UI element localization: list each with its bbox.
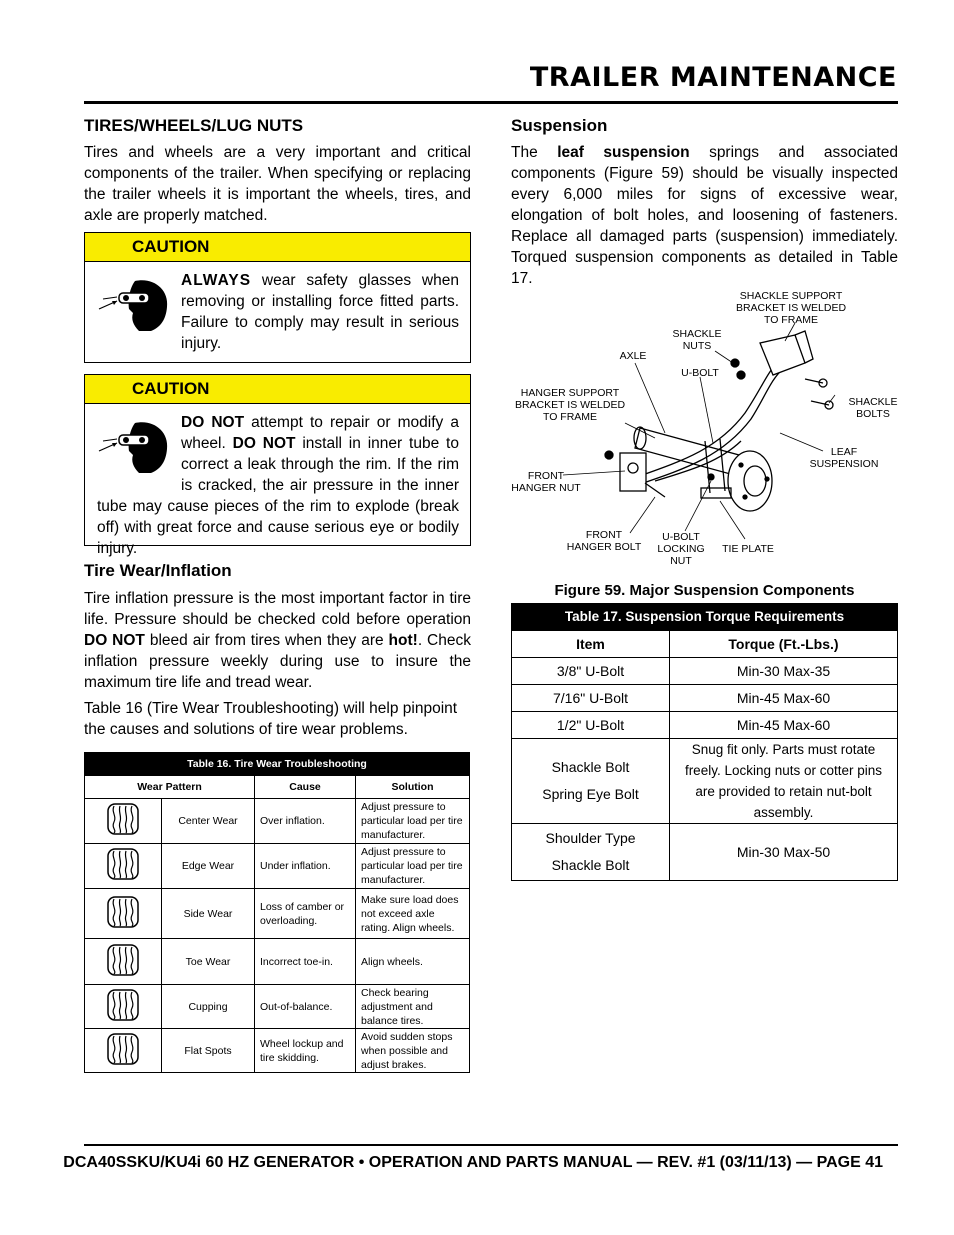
text-run: The (511, 144, 558, 161)
cause-cell: Out-of-balance. (255, 985, 356, 1029)
label-front-hanger-bolt: FRONT HANGER BOLT (566, 529, 642, 553)
wear-pattern-cell: Flat Spots (162, 1029, 255, 1073)
table16-caption: Table 16. Tire Wear Troubleshooting (85, 753, 470, 776)
table-row (85, 844, 470, 889)
cause-cell: Under inflation. (255, 844, 356, 889)
torque-table (511, 603, 898, 881)
caution-box-1 (84, 232, 471, 363)
table-row (85, 889, 470, 939)
text-run: bleed air from tires when they are (144, 632, 389, 649)
tire-wear-table (84, 752, 470, 1073)
table17-item-shoulder (512, 824, 670, 881)
solution-cell: Make sure load does not exceed axle rating. Align wheels. (356, 889, 470, 939)
tire-wear-heading: Tire Wear/Inflation (84, 561, 232, 580)
title-rule (84, 101, 898, 104)
table16-header-pattern: Wear Pattern (85, 776, 255, 799)
cause-cell: Loss of camber or overloading. (255, 889, 356, 939)
table17-item-line: Shackle Bolt (551, 759, 630, 775)
caution-lead-1: ALWAYS (181, 272, 252, 289)
table17-item: 1/2" U-Bolt (512, 712, 670, 739)
label-shackle-support: SHACKLE SUPPORT BRACKET IS WELDED TO FRAME (735, 290, 847, 326)
tire-tread-icon (85, 985, 162, 1029)
label-tie-plate: TIE PLATE (722, 543, 774, 555)
suspension-diagram (505, 283, 905, 573)
label-ubolt-locking-nut: U-BOLT LOCKING NUT (657, 531, 705, 567)
suspension-heading: Suspension (511, 116, 608, 135)
table16-header-cause: Cause (255, 776, 356, 799)
table17-torque-shackle: Snug fit only. Parts must rotate freely. Locking nuts or cotter pins are provided to retain nut-bolt assembly. (670, 739, 898, 824)
table17-torque: Min-45 Max-60 (670, 685, 898, 712)
table17-torque: Min-30 Max-35 (670, 658, 898, 685)
label-hanger-support: HANGER SUPPORT BRACKET IS WELDED TO FRAME (514, 387, 626, 423)
table17-caption: Table 17. Suspension Torque Requirements (512, 604, 898, 631)
solution-cell: Adjust pressure to particular load per tire manufacturer. (356, 799, 470, 844)
caution-bar-2 (85, 375, 470, 404)
tire-tread-icon (85, 939, 162, 985)
figure59-caption: Figure 59. Major Suspension Components (554, 582, 855, 599)
wear-pattern-cell: Cupping (162, 985, 255, 1029)
label-front-hanger-nut: FRONT HANGER NUT (511, 470, 581, 494)
label-ubolt: U-BOLT (681, 367, 719, 379)
label-shackle-bolts: SHACKLE BOLTS (848, 396, 898, 420)
text-run: springs and associated components (Figure 59) should be visually inspected every 6,000 miles for signs of excessive wear, elongation of bolt holes, and loosening of fasteners. Replace all damaged parts (suspension) immediately. Torqued suspension components as detailed in Table 17. (511, 144, 898, 287)
table-row (85, 939, 470, 985)
tires-paragraph: Tires and wheels are a very important and critical components of the trailer. When specifying or replacing the trailer wheels it is important the wheels, tires, and axle are properly matched. (84, 144, 471, 224)
table17-header-item: Item (512, 631, 670, 658)
label-leaf-suspension: LEAF SUSPENSION (809, 446, 879, 470)
table17-item: 3/8" U-Bolt (512, 658, 670, 685)
table17-item-line: Shoulder Type (545, 830, 636, 846)
table-row (85, 985, 470, 1029)
table17-item: 7/16" U-Bolt (512, 685, 670, 712)
text-bold: DO NOT (84, 632, 145, 649)
tire-tread-icon (85, 799, 162, 844)
table17-item-line: Shackle Bolt (551, 857, 630, 873)
caution-text-2 (97, 412, 459, 559)
wear-pattern-cell: Toe Wear (162, 939, 255, 985)
tires-heading: TIRES/WHEELS/LUG NUTS (84, 116, 304, 135)
label-shackle-nuts: SHACKLE NUTS (672, 328, 722, 352)
table17-torque-shoulder: Min-30 Max-50 (670, 824, 898, 881)
solution-cell: Adjust pressure to particular load per tire manufacturer. (356, 844, 470, 889)
tire-wear-paragraph-1 (84, 588, 471, 693)
table-row (85, 1029, 470, 1073)
solution-cell: Avoid sudden stops when possible and adjust brakes. (356, 1029, 470, 1073)
label-axle: AXLE (619, 350, 647, 362)
text-bold: leaf suspension (557, 144, 690, 161)
caution-label-1: CAUTION (132, 237, 210, 256)
table17-header-torque: Torque (Ft.-Lbs.) (670, 631, 898, 658)
tire-wear-paragraph-2: Table 16 (Tire Wear Troubleshooting) will help pinpoint the causes and solutions of tire wear problems. (84, 700, 458, 738)
table-row (512, 824, 898, 881)
caution-lead-2b: DO NOT (232, 435, 296, 452)
table16-header-solution: Solution (356, 776, 470, 799)
caution-box-2 (84, 374, 471, 557)
cause-cell: Incorrect toe-in. (255, 939, 356, 985)
caution-label-2: CAUTION (132, 379, 210, 398)
caution-lead-2a: DO NOT (181, 414, 245, 431)
text-run: Tire inflation pressure is the most important factor in tire life. Pressure should be checked cold before operation (84, 590, 471, 628)
page-footer: DCA40SSKU/KU4i 60 HZ GENERATOR • OPERATION AND PARTS MANUAL — REV. #1 (03/11/13) — PAGE 41 (63, 1154, 883, 1171)
table-row (85, 799, 470, 844)
tire-tread-icon (85, 1029, 162, 1073)
wear-pattern-cell: Edge Wear (162, 844, 255, 889)
tire-tread-icon (85, 889, 162, 939)
caution-bar-1 (85, 233, 470, 262)
cause-cell: Over inflation. (255, 799, 356, 844)
safety-glasses-icon (95, 275, 173, 333)
table-row (512, 739, 898, 824)
table17-item-line: Spring Eye Bolt (542, 786, 639, 802)
suspension-paragraph (511, 142, 898, 289)
caution-body-2b: install in inner tube to correct a leak through the rim. If the rim is cracked, the air pressure in the inner tube may cause pieces of the rim to explode (break off) with great force and cause serious eye or bodily injury. (97, 435, 459, 557)
caution-body-2a: attempt to repair or modify a wheel. (181, 414, 459, 452)
table17-item-shackle (512, 739, 670, 824)
text-bold: hot! (388, 632, 418, 649)
cause-cell: Wheel lockup and tire skidding. (255, 1029, 356, 1073)
table17-torque: Min-45 Max-60 (670, 712, 898, 739)
footer-rule (84, 1144, 898, 1146)
caution-text-1 (181, 270, 459, 354)
caution-body-1: wear safety glasses when removing or installing force fitted parts. Failure to comply may result in serious injury. (181, 272, 459, 352)
solution-cell: Align wheels. (356, 939, 470, 985)
page-title: TRAILER MAINTENANCE (529, 62, 897, 93)
wear-pattern-cell: Center Wear (162, 799, 255, 844)
tire-tread-icon (85, 844, 162, 889)
text-run: . Check inflation pressure weekly during use to insure the maximum tire life and tread wear. (84, 632, 471, 691)
wear-pattern-cell: Side Wear (162, 889, 255, 939)
table-row (512, 685, 898, 712)
table-row (512, 658, 898, 685)
solution-cell: Check bearing adjustment and balance tires. (356, 985, 470, 1029)
table-row (512, 712, 898, 739)
